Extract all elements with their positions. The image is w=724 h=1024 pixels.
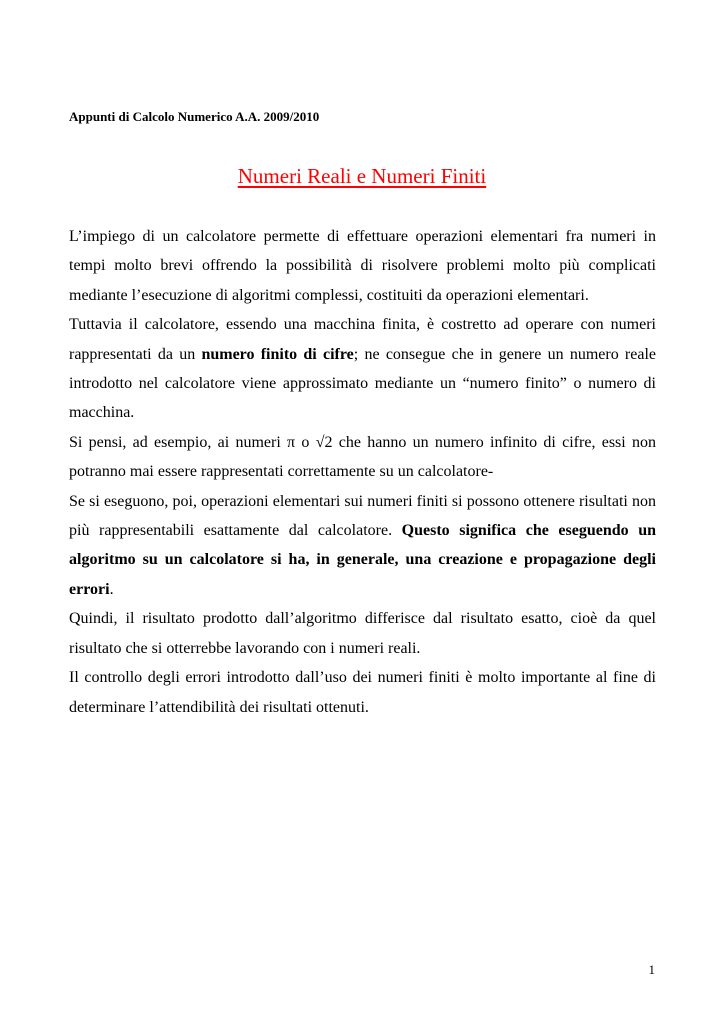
paragraph-error-control: Il controllo degli errori introdotto dall’uso dei numeri finiti è molto importante al fine di determinare l’attendibilità dei risultati ottenuti. xyxy=(69,669,656,716)
paragraph-intro: L’impiego di un calcolatore permette di effettuare operazioni elementari fra numeri in tempi molto brevi offrendo la possibilità di risolvere problemi molto più complicati mediante l’esecuzione di algoritmi complessi, costituiti da operazioni elementari. xyxy=(69,228,656,304)
running-header: Appunti di Calcolo Numerico A.A. 2009/2010 xyxy=(69,109,320,124)
bold-error-statement: Questo significa che eseguendo un algoritmo su un calcolatore si ha, in generale, una creazione e propagazione degli errori xyxy=(69,522,657,598)
paragraph-example-pi-sqrt2: Si pensi, ad esempio, ai numeri π o √2 che hanno un numero infinito di cifre, essi non potranno mai essere rappresentati correttamente su un calcolatore- xyxy=(69,433,656,481)
paragraph-error-propagation-start: Se si eseguono, poi, operazioni elementari sui numeri finiti si possono ottenere risultati non più rappresentabili esattamente dal calcolatore. xyxy=(69,492,656,540)
body-text xyxy=(69,222,656,722)
paragraph-finite-machine-start: Tuttavia il calcolatore, essendo una macchina finita, è costretto ad operare con numeri rappresentati da un xyxy=(69,316,656,363)
paragraph-error-propagation-end: . xyxy=(109,580,114,598)
bold-finite-digits: numero finito di cifre xyxy=(201,345,354,363)
paragraph-result-differs: Quindi, il risultato prodotto dall’algoritmo differisce dal risultato esatto, cioè da quel risultato che si otterrebbe lavorando con i numeri reali. xyxy=(69,610,656,657)
paragraph-error-propagation xyxy=(69,487,656,605)
page-number: 1 xyxy=(648,962,655,977)
page-title-text: Numeri Reali e Numeri Finiti xyxy=(237,164,487,188)
paragraph-finite-machine-end: ; ne consegue che in genere un numero reale introdotto nel calcolatore viene approssimato mediante un “numero finito” o numero di macchina. xyxy=(69,345,657,422)
page-title xyxy=(0,164,724,189)
paragraph-finite-machine xyxy=(69,310,656,428)
